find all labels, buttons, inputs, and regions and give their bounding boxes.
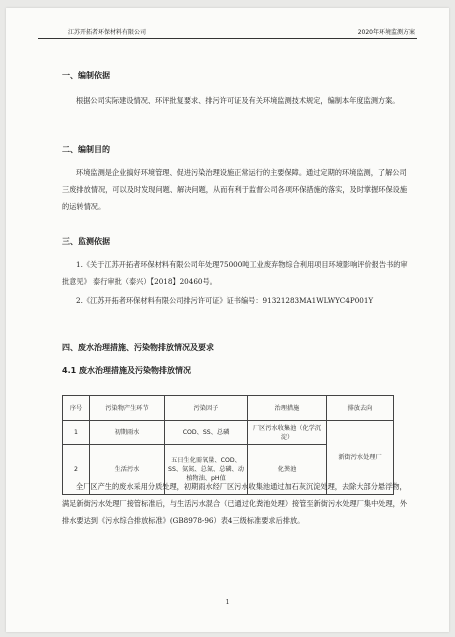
section-2-title: 二、编制目的 xyxy=(62,145,110,154)
table-cell: 2 xyxy=(63,445,90,495)
section-4-title: 四、废水治理措施、污染物排放情况及要求 xyxy=(62,343,214,352)
wastewater-paragraph: 全厂区产生的废水采用分质处理，初期雨水经厂区污水收集池通过加石灰沉淀处理，去除大部分悬浮物，满足新街污水处理厂接管标准后，与生活污水混合（已通过化粪池处理）接管至新街污水处理厂集中处理，外排水要达到《污水综合排放标准》(GB8978-96）表4三级标准要求后排放。 xyxy=(62,482,408,525)
table-cell: 1 xyxy=(63,421,90,445)
header-company: 江苏开拓者环保材料有限公司 xyxy=(68,29,147,36)
section-3-item-1: 1.《关于江苏开拓者环保材料有限公司年处理75000吨工业废弃物综合利用项目环境影响评价报告书的审批意见》 泰行审批（泰兴）【2018】20460号。 xyxy=(62,260,408,286)
document-page xyxy=(6,8,449,632)
table-cell: 化粪池 xyxy=(248,445,327,495)
table-header: 序号 xyxy=(63,396,90,421)
table-cell-destination: 新街污水处理厂 xyxy=(327,421,394,495)
section-3-title: 三、监测依据 xyxy=(62,237,110,246)
table-cell: 生活污水 xyxy=(90,445,165,495)
table-cell: 初期雨水 xyxy=(90,421,165,445)
page-number: 1 xyxy=(225,599,230,606)
table-row xyxy=(63,421,394,445)
header-doc-title: 2020年环境监测方案 xyxy=(357,29,415,36)
table-cell: 五日生化需氧量、COD、SS、氨氮、总氮、总磷、动植物油、pH值 xyxy=(165,445,248,495)
section-2-paragraph: 环境监测是企业搞好环境管理、促进污染治理设施正常运行的主要保障。通过定期的环境监测，了解公司三废排放情况，可以及时发现问题、解决问题，从而有利于监督公司各项环保措施的落实，及时掌握环保设施的运转情况。 xyxy=(62,168,408,211)
table-header: 污染因子 xyxy=(165,396,248,421)
table-header: 排放去向 xyxy=(327,396,394,421)
section-1-title: 一、编制依据 xyxy=(62,71,110,80)
table-header: 治理措施 xyxy=(248,396,327,421)
table-header-row xyxy=(63,396,394,421)
table-cell: 厂区污水收集池（化学沉淀） xyxy=(248,421,327,445)
table-header: 污染物产生环节 xyxy=(90,396,165,421)
page-header xyxy=(38,24,417,39)
section-1-paragraph: 根据公司实际建设情况、环评批复要求、排污许可证及有关环境监测技术规定，编制本年度监测方案。 xyxy=(76,96,400,105)
table-cell: COD、SS、总磷 xyxy=(165,421,248,445)
section-4-1-title: 4.1 废水治理措施及污染物排放情况 xyxy=(62,366,191,375)
section-3-item-2: 2.《江苏开拓者环保材料有限公司排污许可证》证书编号：91321283MA1WLWYC4P001Y xyxy=(76,296,374,305)
